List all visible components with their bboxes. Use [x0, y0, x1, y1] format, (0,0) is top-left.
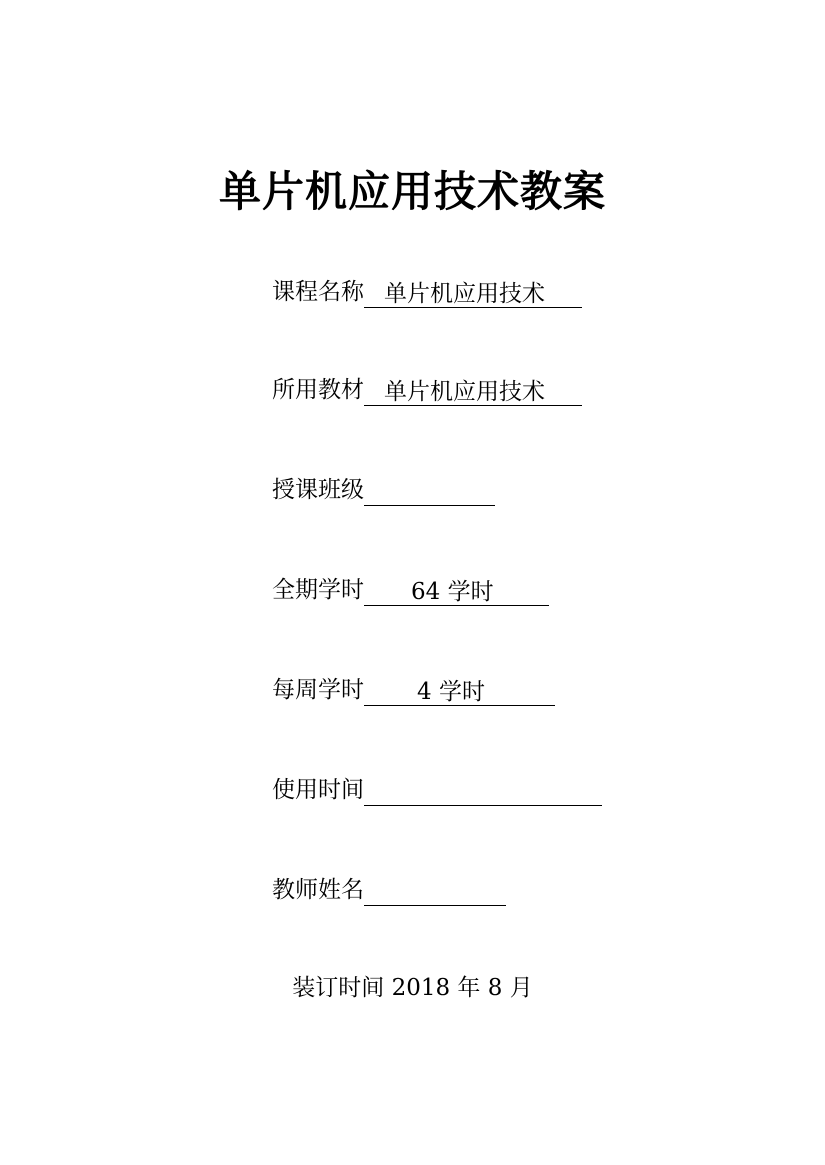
teacher-name-blank[interactable]: [364, 877, 506, 906]
total-hours-blank[interactable]: [364, 577, 549, 606]
total-hours-field: [272, 574, 549, 606]
total-hours-value: 64 学时: [411, 579, 494, 605]
use-time-label: 使用时间: [272, 777, 364, 803]
teacher-name-label: 教师姓名: [272, 877, 364, 903]
course-name-field: [272, 276, 582, 308]
weekly-hours-blank[interactable]: [364, 677, 555, 706]
textbook-field: [272, 374, 582, 406]
document-title: 单片机应用技术教案: [218, 167, 606, 216]
use-time-field: [272, 774, 602, 806]
course-name-value: 单片机应用技术: [384, 281, 545, 307]
total-hours-label: 全期学时: [272, 577, 364, 603]
weekly-hours-label: 每周学时: [272, 677, 364, 703]
teacher-name-field: [272, 874, 506, 906]
weekly-hours-value: 4 学时: [417, 679, 485, 705]
use-time-blank[interactable]: [364, 777, 602, 806]
course-name-label: 课程名称: [272, 279, 364, 305]
class-label: 授课班级: [272, 477, 364, 503]
course-name-blank[interactable]: [364, 279, 582, 308]
class-field: [272, 474, 495, 506]
binding-date: 装订时间 2018 年 8 月: [292, 975, 533, 1001]
textbook-value: 单片机应用技术: [384, 379, 545, 405]
textbook-blank[interactable]: [364, 377, 582, 406]
textbook-label: 所用教材: [272, 377, 364, 403]
class-blank[interactable]: [364, 477, 495, 506]
weekly-hours-field: [272, 674, 555, 706]
